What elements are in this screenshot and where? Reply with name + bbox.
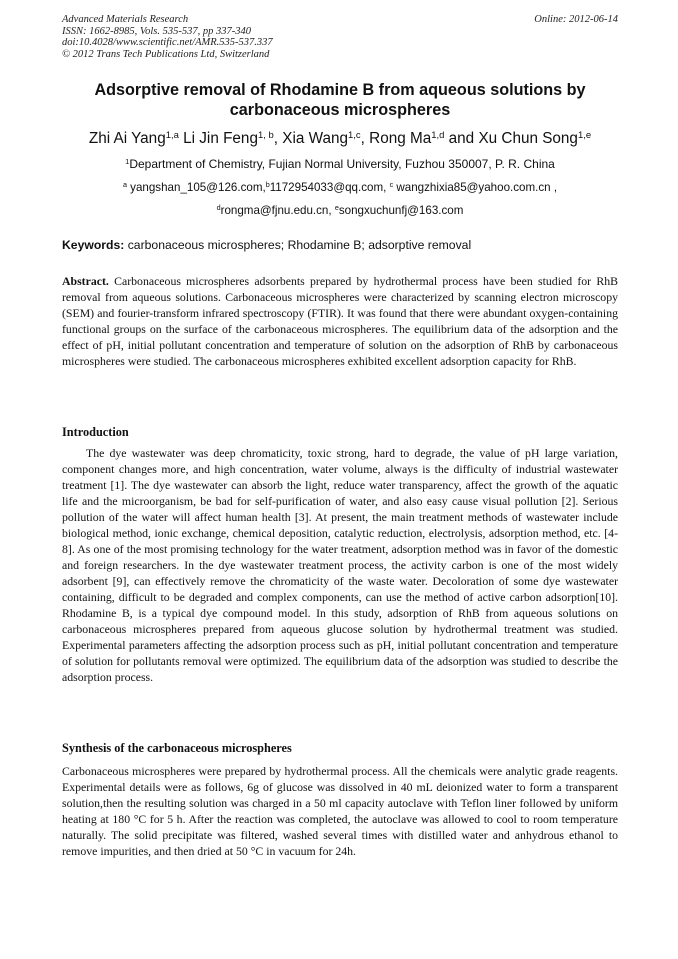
journal-name: Advanced Materials Research [62,14,189,25]
author-name: Xu Chun Song [478,130,578,147]
author-affil-mark: 1,e [577,129,592,141]
email-mark: a [122,180,127,190]
author-affil-mark: 1,a [165,129,179,141]
email-mark: e [334,203,339,213]
section-heading-synthesis: Synthesis of the carbonaceous microspheres [62,741,292,755]
author-affil-mark: 1, b [257,129,274,141]
email-mark: c [389,180,394,190]
email-mark: b [265,180,270,190]
introduction-paragraph: The dye wastewater was deep chromaticity, toxic strong, hard to degrade, the value of pH large variation, component changes more, and high concentration, water volume, always is the difficulty of industrial wastewater treatment [1]. The dye wastewater can absorb the light, reduce water transparency, affect the growth of the aquatic life and the microorganism, be bad for self-purification of water, and also easy cause visual pollution [2]. Serious pollution of the water will affect human health [3]. At present, the main treatment methods of wastewater include biological method, ionic exchange, chemical deposition, catalytic reduction, electrolysis, adsorption method, etc. [4-8]. As one of the most promising technology for the water treatment, adsorption method was in favor of the domestic and foreign researchers. In the dye wastewater treatment process, the activity carbon is one of the most widely adsorbent [9], can effectively remove the chromaticity of the waste water. Decoloration of some dye wastewater containing, difficult to be degraded and complex components, can use the method of active carbon adsorption[10]. Rhodamine B, is a typical dye compound model. In this study, adsorption of RhB from aqueous solutions on carbonaceous microspheres prepared from aqueous glucose solution by hydrothermal treatment was studied. Experimental parameters affecting the adsorption process such as pH, initial pollutant concentration and temperature of solution for pollutants removal were optimized. The equilibrium data of the adsorption was studied to describe the adsorption process. [62,446,618,684]
copyright-line: © 2012 Trans Tech Publications Ltd, Switzerland [62,48,270,60]
affiliation-mark: 1 [125,156,130,166]
email-address[interactable]: rongma@fjnu.edu.cn, [220,204,332,217]
keywords-label: Keywords: [62,238,125,252]
email-line-2 [62,204,618,218]
author-name: Zhi Ai Yang [88,130,166,147]
abstract-text: Carbonaceous microspheres adsorbents prepared by hydrothermal process have been studied for RhB removal from aqueous solutions. Carbonaceous microspheres were characterized by scanning electron microscopy (SEM) and fourier-transform infrared spectroscopy (FTIR). It was found that there were abundant oxygen-containing functional groups on the surface of the carbonaceous microspheres. The equilibrium data of the adsorption and the effect of pH, initial pollutant concentration and temperature of solution on the adsorption of RhB by carbonaceous microspheres were studied. The carbonaceous microspheres exhibited excellent adsorption capacity for RhB. [62,274,618,368]
email-line-1 [62,181,618,195]
author-name: Rong Ma [369,130,432,147]
section-heading-introduction: Introduction [62,425,129,439]
abstract-label: Abstract. [62,274,109,288]
synthesis-paragraph: Carbonaceous microspheres were prepared by hydrothermal process. All the chemicals were analytic grade reagents. Experimental details were as follows, 6g of glucose was dissolved in 40 mL deionized water to form a transparent solution,then the resulting solution was charged in a 50 ml capacity autoclave with Teflon liner followed by uniform heating at 180 °C for 5 h. After the reaction was completed, the autoclave was allowed to cool to room temperature naturally. The solid precipitate was filtered, washed several times with distilled water and anhydrous ethanol to remove impurities, and then dried at 50 °C in vacuum for 24h. [62,764,618,858]
email-address[interactable]: songxuchunfj@163.com [338,204,464,217]
author-name: Xia Wang [282,130,349,147]
keywords-text: carbonaceous microspheres; Rhodamine B; adsorptive removal [127,238,472,252]
email-address[interactable]: 1172954033@qq.com, [269,181,387,194]
affiliation-text: Department of Chemistry, Fujian Normal University, Fuzhou 350007, P. R. China [129,157,555,171]
abstract [62,273,618,369]
email-address[interactable]: yangshan_105@126.com, [130,181,266,194]
email-address[interactable]: wangzhixia85@yahoo.com.cn , [396,181,558,194]
email-mark: d [216,203,221,213]
online-date: Online: 2012-06-14 [534,14,618,25]
journal-header [62,14,618,60]
affiliation [62,157,618,171]
keywords [62,238,618,253]
paper-title: Adsorptive removal of Rhodamine B from aqueous solutions by carbonaceous microspheres [94,81,586,119]
author-list: Zhi Ai Yang$^{1,a}$ Li Jin Feng$^{1, b}$, Xia Wang$^{1,c}$, Rong Ma$^{1,d}$ and Xu Chun Song$^{1,e}$ [88,129,592,147]
issn-line: ISSN: 1662-8985, Vols. 535-537, pp 337-340 [62,25,251,37]
author-affil-mark: 1,d [431,129,445,141]
author-name: Li Jin Feng [183,130,258,147]
author-affil-mark: 1,c [348,129,361,141]
doi-line: doi:10.4028/www.scientific.net/AMR.535-537.337 [62,37,273,48]
